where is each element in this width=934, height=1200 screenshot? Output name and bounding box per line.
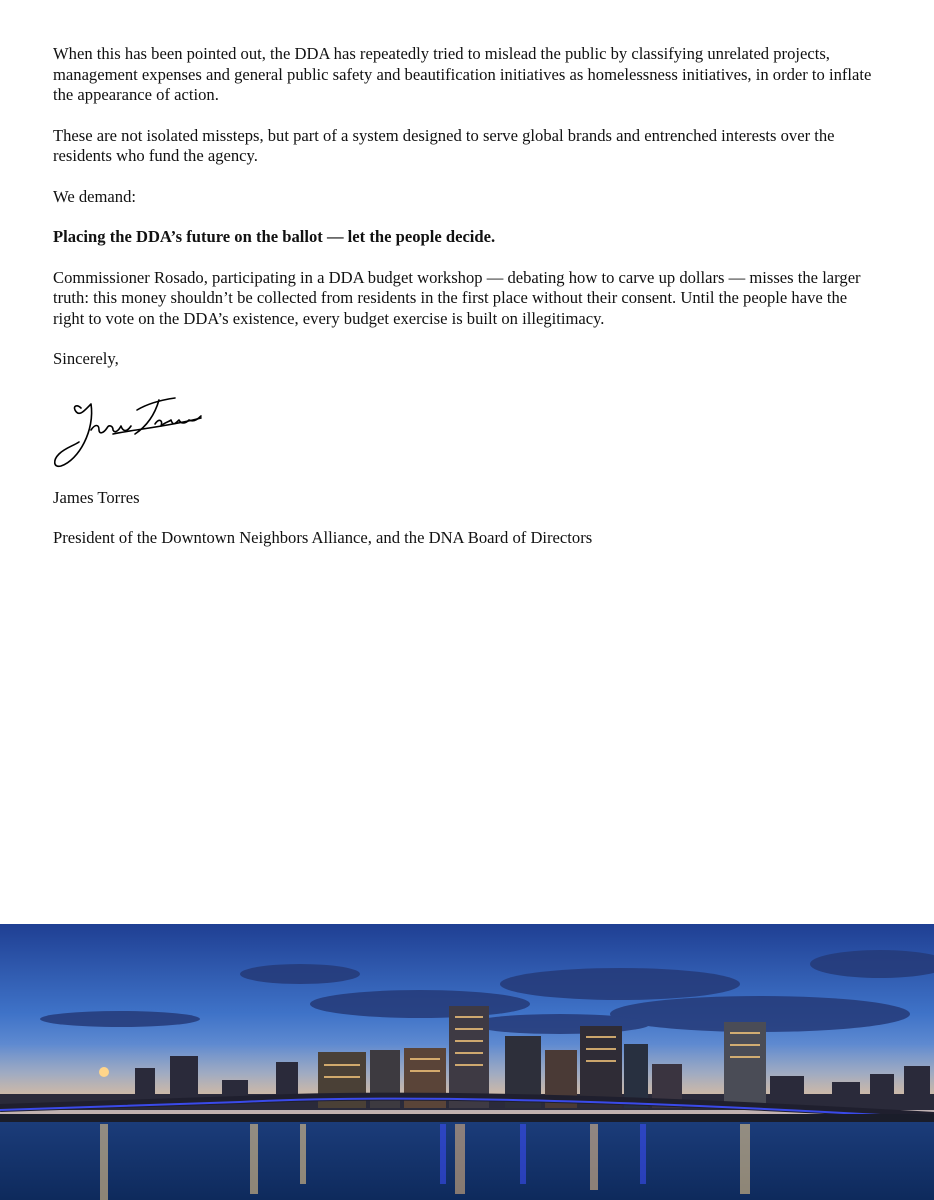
paragraph-we-demand: We demand: bbox=[53, 186, 136, 206]
street-lamp-glow bbox=[99, 1067, 109, 1077]
handwritten-signature bbox=[51, 390, 211, 474]
signer-name: James Torres bbox=[53, 487, 140, 507]
paragraph-dda-misleading: When this has been pointed out, the DDA has repeatedly tried to mislead the public by classifying unrelated projects, management expenses and general public safety and beautification initiatives as homelessness initiatives, in order to inflate the appearance of action. bbox=[53, 44, 872, 104]
paragraph-not-isolated: These are not isolated missteps, but part of a system designed to serve global brands and entrenched interests over the residents who fund the agency. bbox=[53, 125, 835, 165]
paragraph-sincerely: Sincerely, bbox=[53, 349, 119, 368]
water bbox=[0, 1122, 934, 1200]
paragraph-ballot-demand: Placing the DDA’s future on the ballot — let the people decide. bbox=[53, 227, 496, 246]
letter-body bbox=[53, 44, 873, 569]
shoreline bbox=[0, 1114, 934, 1122]
paragraph-commissioner-rosado: Commissioner Rosado, participating in a DDA budget workshop — debating how to carve up dollars — misses the larger truth: this money shouldn’t be collected from residents in the first place without their consent. Until the people have the right to vote on the DDA’s existence, every budget exercise is built on illegitimacy. bbox=[53, 267, 861, 328]
city-skyline-photo bbox=[0, 924, 934, 1200]
signer-title: President of the Downtown Neighbors Alliance, and the DNA Board of Directors bbox=[53, 528, 593, 547]
